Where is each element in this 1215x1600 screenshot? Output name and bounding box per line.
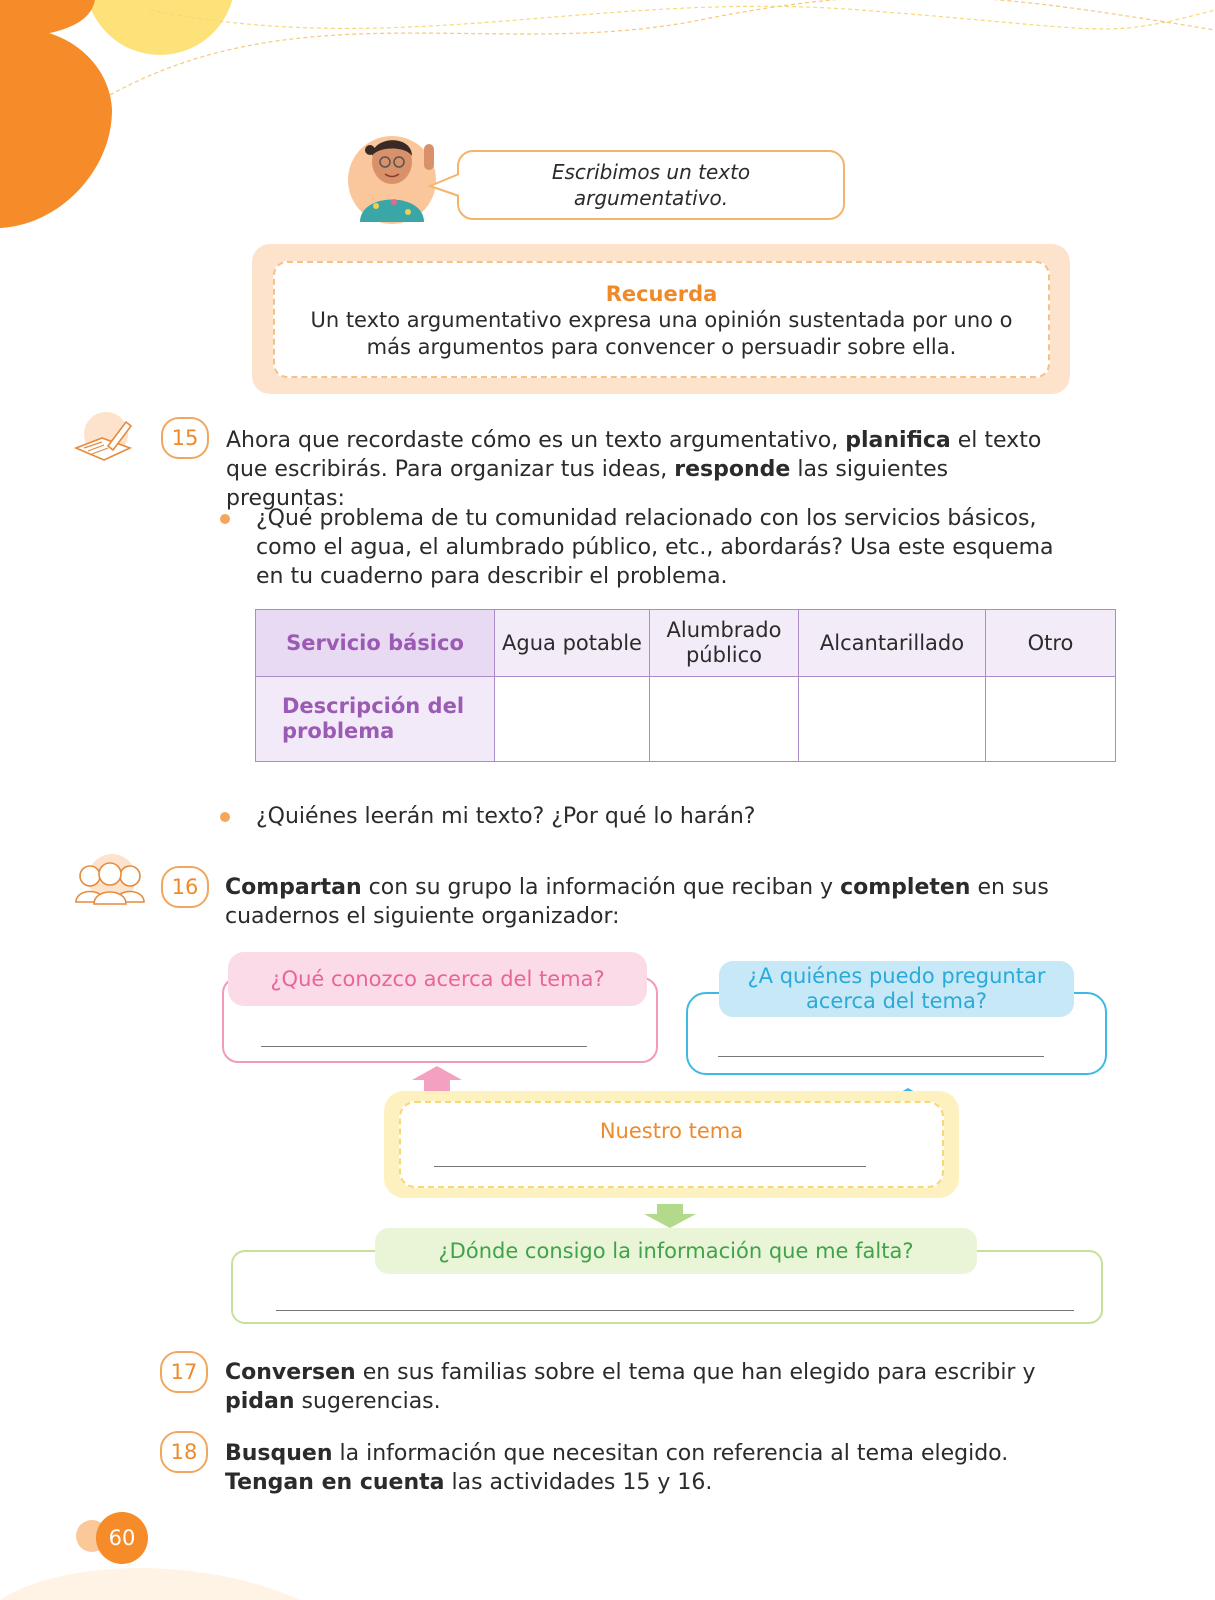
bullet-dot	[220, 514, 230, 524]
writing-icon	[72, 410, 136, 466]
activity-15-bold-1: planifica	[845, 428, 951, 453]
recuerda-text: Un texto argumentativo expresa una opinión sustentada por uno o más argumentos para convencer o persuadir sobre ella.	[310, 308, 1013, 359]
activity-15-bullet-2: ¿Quiénes leerán mi texto? ¿Por qué lo harán?	[256, 804, 756, 829]
table-row-header-description: Descripción del problema	[256, 677, 495, 762]
activity-18-text-1: la información que necesitan con referencia al tema elegido.	[332, 1441, 1009, 1466]
organizer-topic-label: Nuestro tema	[599, 1119, 744, 1143]
table-column-header: Alumbrado público	[650, 610, 799, 677]
recuerda-box	[273, 261, 1050, 378]
table-row-header-service: Servicio básico	[256, 610, 495, 677]
activity-15-text-1: Ahora que recordaste cómo es un texto argumentativo,	[226, 428, 846, 453]
activity-number-17: 17	[160, 1351, 208, 1393]
activity-18-bold-2: Tengan en cuenta	[225, 1470, 445, 1495]
activity-number-16: 16	[161, 866, 209, 908]
activity-15-bullet-1: ¿Qué problema de tu comunidad relacionado con los servicios básicos, como el agua, el alumbrado público, etc., abordarás? Usa este esquema en tu cuaderno para describir el problema.	[256, 506, 1054, 589]
activity-17-text-1: en sus familias sobre el tema que han elegido para escribir y	[355, 1360, 1036, 1385]
bullet-dot	[220, 812, 230, 822]
activity-18-instructions	[225, 1439, 1085, 1497]
activity-16-text-1: con su grupo la información que reciban y	[361, 875, 841, 900]
activity-15-text-2: el texto que escribirás. Para organizar tus ideas,	[226, 428, 1042, 482]
speech-bubble	[457, 150, 845, 220]
answer-line	[276, 1310, 1074, 1311]
table-header-row	[256, 610, 1116, 677]
table-column-header: Agua potable	[495, 610, 650, 677]
activity-16-bold-1: Compartan	[225, 875, 362, 900]
table-cell	[799, 677, 986, 762]
speech-bubble-text: Escribimos un texto argumentativo.	[551, 160, 751, 210]
answer-line	[434, 1166, 866, 1167]
table-cell	[986, 677, 1116, 762]
table-cell	[650, 677, 799, 762]
answer-line	[718, 1056, 1044, 1057]
arrow-up-pink-icon	[412, 1066, 462, 1092]
activity-16-text-2: en sus cuadernos el siguiente organizador:	[225, 875, 1049, 929]
arrow-down-green-icon	[644, 1204, 696, 1228]
activity-18-bold-1: Busquen	[225, 1441, 333, 1466]
organizer-topic-box	[399, 1101, 944, 1188]
activity-15-instructions	[226, 426, 1066, 513]
organizer-sources-label: ¿Dónde consigo la información que me falta?	[375, 1228, 977, 1274]
organizer-knowledge-label: ¿Qué conozco acerca del tema?	[228, 952, 647, 1006]
activity-17-text-2: sugerencias.	[294, 1389, 441, 1414]
activity-15-bold-2: responde	[674, 457, 791, 482]
speech-bubble-tail	[428, 172, 462, 198]
footer-decoration	[0, 1500, 400, 1600]
activity-16-instructions	[225, 873, 1085, 931]
activity-15-text-3: las siguientes preguntas:	[226, 457, 949, 511]
activity-17-bold-2: pidan	[225, 1389, 295, 1414]
table-column-header: Alcantarillado	[799, 610, 986, 677]
organizer-people-label: ¿A quiénes puedo preguntar acerca del tema?	[719, 961, 1074, 1017]
activity-number-15: 15	[161, 417, 209, 459]
activity-16-bold-2: completen	[840, 875, 971, 900]
table-cell	[495, 677, 650, 762]
page-number: 60	[96, 1512, 148, 1564]
activity-18-text-2: las actividades 15 y 16.	[444, 1470, 713, 1495]
answer-line	[261, 1046, 587, 1047]
table-column-header: Otro	[986, 610, 1116, 677]
group-icon	[70, 852, 152, 912]
recuerda-title: Recuerda	[605, 282, 718, 306]
services-table	[255, 609, 1116, 762]
activity-number-18: 18	[160, 1431, 208, 1473]
activity-17-bold-1: Conversen	[225, 1360, 356, 1385]
table-row	[256, 677, 1116, 762]
activity-17-instructions	[225, 1358, 1085, 1416]
